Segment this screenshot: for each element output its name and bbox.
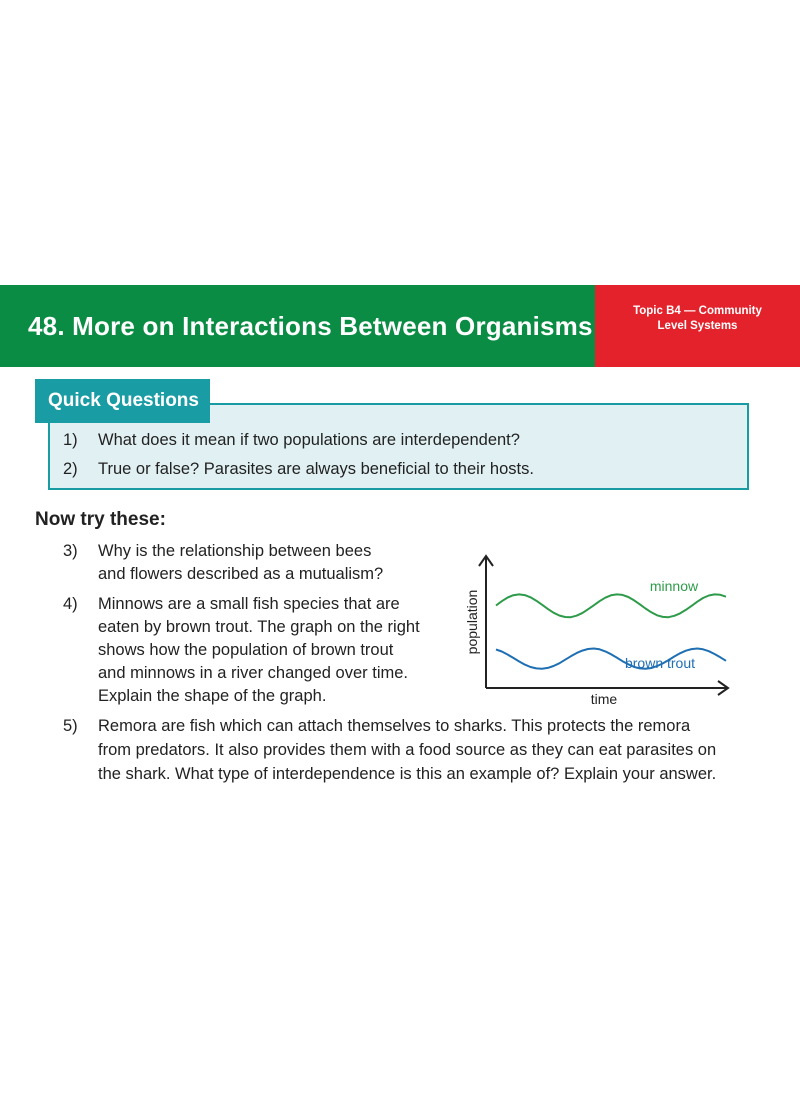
question-number: 5)	[63, 717, 78, 735]
question-text-line: from predators. It also provides them with a food source as they can eat parasites on	[98, 741, 717, 759]
series-line-minnow	[496, 594, 726, 617]
question-number: 4)	[63, 595, 78, 613]
question-text-line: and flowers described as a mutualism?	[98, 565, 384, 583]
y-axis-label: population	[464, 589, 480, 655]
series-label-brown-trout: brown trout	[624, 655, 696, 671]
question-text-line: the shark. What type of interdependence is this an example of? Explain your answer.	[98, 765, 717, 783]
topic-label	[595, 285, 800, 367]
question-text: What does it mean if two populations are interdependent?	[98, 431, 520, 449]
topic-label-line2: Level Systems	[657, 320, 738, 332]
question-text-line: Why is the relationship between bees	[98, 542, 372, 560]
series-label-minnow: minnow	[649, 578, 699, 594]
question-number: 1)	[63, 431, 78, 449]
quick-questions-heading: Quick Questions	[35, 379, 210, 423]
question-text-line: Explain the shape of the graph.	[98, 687, 327, 705]
question-number: 2)	[63, 460, 78, 478]
question-number: 3)	[63, 542, 78, 560]
question-text: True or false? Parasites are always beneficial to their hosts.	[98, 460, 534, 478]
question-text-line: Remora are fish which can attach themselves to sharks. This protects the remora	[98, 717, 691, 735]
question-text-line: Minnows are a small fish species that are	[98, 595, 400, 613]
x-axis-label: time	[590, 691, 618, 707]
page-header-banner	[0, 285, 800, 367]
question-text-line: shows how the population of brown trout	[98, 641, 394, 659]
question-text-line: and minnows in a river changed over time.	[98, 664, 408, 682]
population-time-graph	[460, 548, 740, 713]
series-layer	[496, 578, 726, 671]
question-text-line: eaten by brown trout. The graph on the right	[98, 618, 420, 636]
now-try-heading: Now try these:	[35, 509, 166, 530]
y-axis	[479, 556, 493, 688]
page-title: 48. More on Interactions Between Organisms	[28, 310, 593, 341]
topic-label-line1: Topic B4 — Community	[633, 305, 762, 318]
